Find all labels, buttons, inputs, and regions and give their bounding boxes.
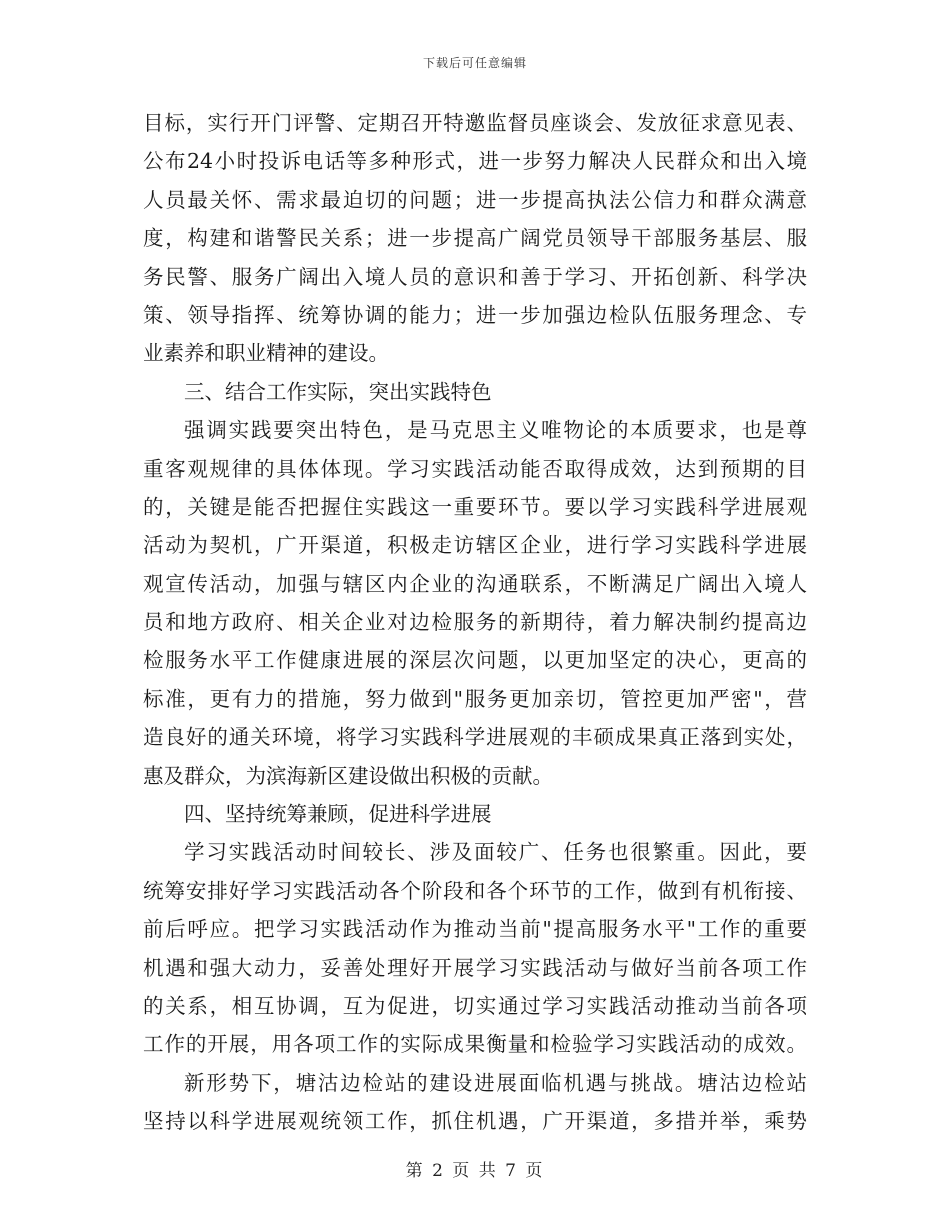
text-line: 新形势下，塘沽边检站的建设进展面临机遇与挑战。塘沽边检站 [184,1070,807,1095]
text-line: 度，构建和谐警民关系；进一步提高广阔党员领导干部服务基层、服 [143,226,807,251]
text-line: 的，关键是能否把握住实践这一重要环节。要以学习实践科学进展观 [143,494,807,519]
text-line: 统筹安排好学习实践活动各个阶段和各个环节的工作，做到有机衔接、 [143,878,807,903]
text-line: 坚持以科学进展观统领工作，抓住机遇，广开渠道，多措并举，乘势 [143,1109,807,1134]
text-line: 的关系，相互协调，互为促进，切实通过学习实践活动推动当前各项 [143,993,807,1018]
text-line: 务民警、服务广阔出入境人员的意识和善于学习、开拓创新、科学决 [143,264,807,289]
text-line: 惠及群众，为滨海新区建设做出积极的贡献。 [143,763,553,788]
section-heading: 四、坚持统筹兼顾，促进科学进展 [184,802,492,827]
text-line: 人员最关怀、需求最迫切的问题；进一步提高执法公信力和群众满意 [143,187,807,212]
text-line: 活动为契机，广开渠道，积极走访辖区企业，进行学习实践科学进展 [143,533,807,558]
text-line: 检服务水平工作健康进展的深层次问题，以更加坚定的决心，更高的 [143,648,807,673]
page-footer: 第 2 页 共 7 页 [405,1161,545,1181]
text-line: 标准，更有力的措施，努力做到"服务更加亲切，管控更加严密"，营 [143,686,807,711]
text-line: 观宣传活动，加强与辖区内企业的沟通联系，不断满足广阔出入境人 [143,571,807,596]
document-body [143,104,807,1141]
text-line: 前后呼应。把学习实践活动作为推动当前"提高服务水平"工作的重要 [143,917,807,942]
page-header: 下载后可任意编辑 [422,56,527,70]
text-line: 目标，实行开门评警、定期召开特邀监督员座谈会、发放征求意见表、 [143,111,807,135]
text-line: 员和地方政府、相关企业对边检服务的新期待，着力解决制约提高边 [143,610,807,635]
text-line: 业素养和职业精神的建设。 [143,341,389,366]
section-heading: 三、结合工作实际，突出实践特色 [184,379,492,404]
text-line: 工作的开展，用各项工作的实际成果衡量和检验学习实践活动的成效。 [143,1032,807,1057]
text-line: 造良好的通关环境，将学习实践科学进展观的丰硕成果真正落到实处， [143,725,807,750]
text-line: 强调实践要突出特色，是马克思主义唯物论的本质要求，也是尊 [184,418,807,443]
text-line: 策、领导指挥、统筹协调的能力；进一步加强边检队伍服务理念、专 [143,302,807,327]
text-line: 学习实践活动时间较长、涉及面较广、任务也很繁重。因此，要 [184,840,807,865]
text-line: 公布24小时投诉电话等多种形式，进一步努力解决人民群众和出入境 [143,149,807,174]
text-line: 机遇和强大动力，妥善处理好开展学习实践活动与做好当前各项工作 [143,955,807,980]
text-line: 重客观规律的具体体现。学习实践活动能否取得成效，达到预期的目 [143,456,807,481]
